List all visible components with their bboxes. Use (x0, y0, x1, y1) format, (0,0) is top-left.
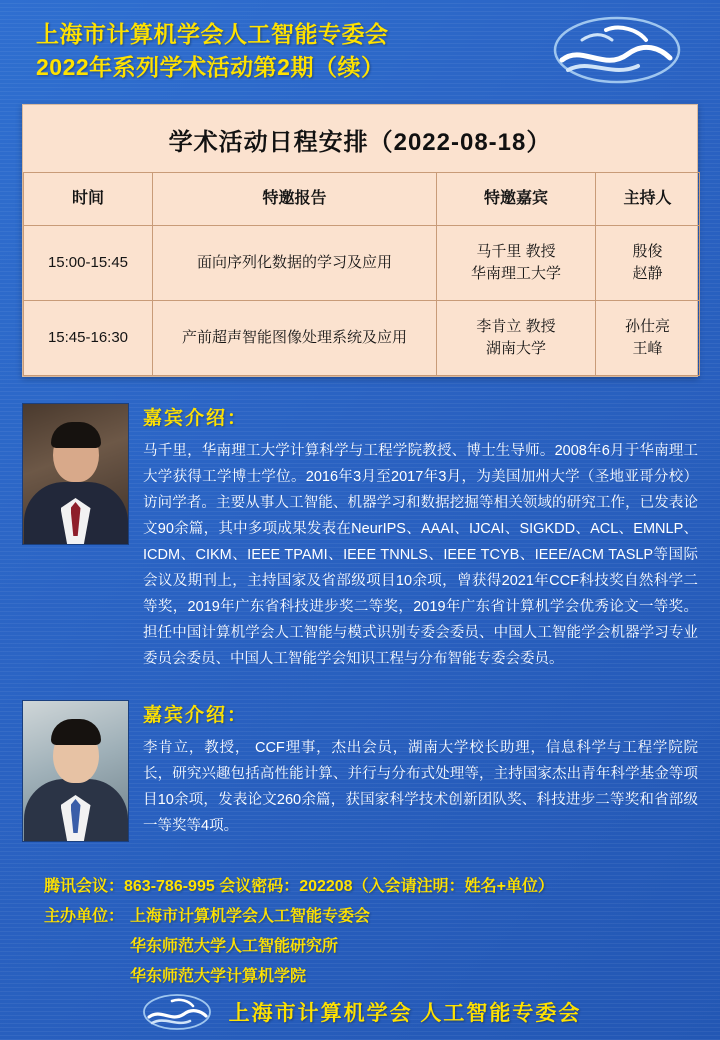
cell-host-line2: 赵静 (632, 265, 663, 282)
organizer-row (44, 902, 698, 992)
organizer-item: 华东师范大学计算机学院 (130, 968, 307, 985)
cell-guest-affiliation: 华南理工大学 (470, 265, 561, 282)
bottom-bar (0, 984, 720, 1040)
speaker-photo-ma-qianli (22, 403, 129, 545)
column-header-time: 时间 (24, 173, 153, 226)
poster-header (0, 0, 720, 100)
cell-guest (437, 301, 596, 376)
table-row (24, 301, 700, 376)
cell-guest (437, 226, 596, 301)
cell-talk: 面向序列化数据的学习及应用 (153, 226, 437, 301)
cell-host-line1: 孙仕亮 (624, 318, 670, 335)
cell-host (596, 301, 700, 376)
table-header-row (24, 173, 700, 226)
column-header-guest: 特邀嘉宾 (437, 173, 596, 226)
cell-time: 15:00-15:45 (24, 226, 153, 301)
cell-guest-name: 李肯立 教授 (476, 318, 556, 335)
footer-info (44, 872, 698, 992)
photo-hair-shape (51, 422, 101, 448)
speaker-bio-body: 马千里，华南理工大学计算科学与工程学院教授、博士生导师。2008年6月于华南理工大学获得工学博士学位。2016年3月至2017年3月，为美国加州大学（圣地亚哥分校）访问学者。主要从事人工智能、机器学习和数据挖掘等相关领域的研究工作，已发表论文90余篇，其中多项成果发表在NeurIPS、AAAI、IJCAI、SIGKDD、ACL、EMNLP、ICDM、CIKM、IEEE TPAMI、IEEE TNNLS、IEEE TCYB、IEEE/ACM TASLP等国际会议及期刊上，主持国家及省部级项目10余项，曾获得2021年CCF科技奖自然科学二等奖，2019年广东省科技进步奖二等奖，2019年广东省计算机学会优秀论文一等奖。担任中国计算机学会人工智能与模式识别专委会委员、中国人工智能学会机器学习专业委员会委员、中国人工智能学会知识工程与分布智能专委会委员。 (143, 443, 698, 667)
schedule-title: 学术活动日程安排（2022-08-18） (168, 129, 552, 156)
wave-logo-icon (139, 992, 215, 1032)
header-title-line1: 上海市计算机学会人工智能专委会 (36, 21, 389, 47)
speaker-bio-heading: 嘉宾介绍： (143, 705, 249, 726)
cell-guest-affiliation: 湖南大学 (485, 340, 546, 357)
meeting-info-line: 腾讯会议：863-786-995 会议密码：202208（入会请注明：姓名+单位） (44, 878, 554, 895)
cell-guest-name: 马千里 教授 (476, 243, 556, 260)
cell-time: 15:45-16:30 (24, 301, 153, 376)
cell-host-line2: 王峰 (632, 340, 663, 357)
speaker-bio-heading: 嘉宾介绍： (143, 408, 249, 429)
organizer-item: 华东师范大学人工智能研究所 (130, 938, 339, 955)
organizer-list (124, 902, 370, 992)
cell-host-line1: 殷俊 (632, 243, 663, 260)
cell-talk: 产前超声智能图像处理系统及应用 (153, 301, 437, 376)
schedule-card (22, 104, 698, 377)
header-title-line2: 2022年系列学术活动第2期（续） (36, 54, 385, 80)
photo-hair-shape (51, 719, 101, 745)
cell-host (596, 226, 700, 301)
schedule-table (23, 172, 700, 376)
organizer-item: 上海市计算机学会人工智能专委会 (130, 908, 371, 925)
bottom-bar-text: 上海市计算机学会 人工智能专委会 (228, 1002, 582, 1025)
speaker-bio-text-container (129, 403, 698, 672)
column-header-host: 主持人 (596, 173, 700, 226)
wave-logo-icon (542, 14, 692, 86)
speaker-bio-body: 李肯立，教授， CCF理事，杰出会员，湖南大学校长助理，信息科学与工程学院院长，研究兴趣包括高性能计算、并行与分布式处理等，主持国家杰出青年科学基金等项目10余项，发表论文260余篇，获国家科学技术创新团队奖、科技进步二等奖和省部级一等奖等4项。 (143, 740, 698, 834)
speaker-photo-li-kenli (22, 700, 129, 842)
speaker-bio-block (22, 403, 698, 672)
speaker-bio-text-container (129, 700, 698, 839)
speaker-bio-block (22, 700, 698, 842)
organizer-label: 主办单位： (44, 908, 125, 925)
table-row (24, 226, 700, 301)
column-header-talk: 特邀报告 (153, 173, 437, 226)
